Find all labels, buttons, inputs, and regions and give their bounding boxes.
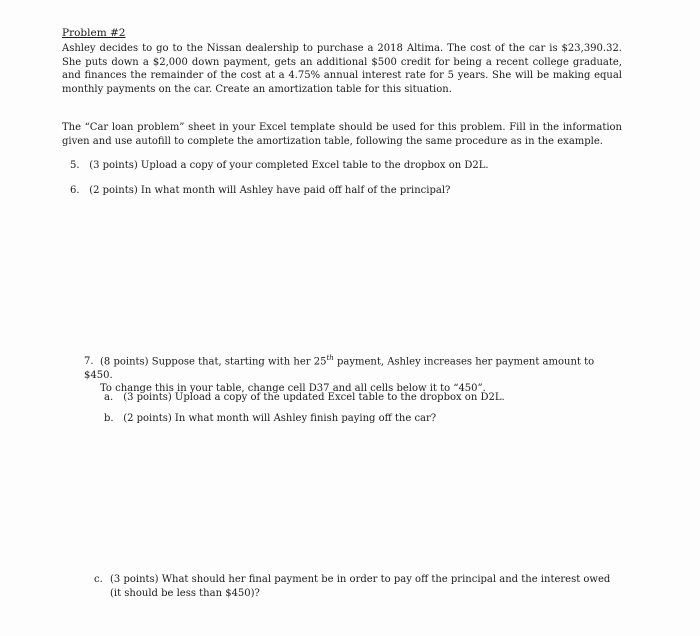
problem-description: Ashley decides to go to the Nissan dealership to purchase a 2018 Altima. The cost of the car is $23,390.32. She puts down a $2,000 down payment, gets an additional $500 credit for being a recent college graduate, and finances the remainder of the cost at a 4.75% annual interest rate for 5 years. She will be making equal monthly payments on the car. Create an amortization table for this situation. [62,43,622,95]
question-7a-text: (3 points) Upload a copy of the updated Excel table to the dropbox on D2L. [123,392,505,403]
question-7 [84,352,624,396]
question-7a-letter: a. [104,392,114,403]
question-6-text: (2 points) In what month will Ashley have paid off half of the principal? [89,185,451,196]
question-7-line2: To change this in your table, change cell D37 and all cells below it to “450”. [100,383,486,395]
question-7c-letter: c. [94,574,103,585]
question-7-text-before: (8 points) Suppose that, starting with her 25 [100,356,327,368]
question-5 [70,159,489,173]
question-7c-text: (3 points) What should her final payment be in order to pay off the principal and the interest owed (it should be less than $450)? [110,574,611,599]
question-7-number: 7. [84,356,94,368]
question-5-text: (3 points) Upload a copy of your completed Excel table to the dropbox on D2L. [89,160,489,171]
question-6 [70,184,450,198]
question-7b-letter: b. [104,413,114,424]
question-7-text-after: payment, Ashley increases her payment amount to $450. [84,356,595,381]
excel-instructions: The “Car loan problem” sheet in your Excel template should be used for this problem. Fill in the information given and use autofill to complete the amortization table, following the same procedure as in the example. [62,122,622,147]
problem-title: Problem #2 [62,27,126,39]
question-7-superscript: th [326,354,334,362]
question-5-number: 5. [70,160,80,171]
question-7b [104,412,436,426]
question-7c [94,573,624,600]
question-7b-text: (2 points) In what month will Ashley finish paying off the car? [123,413,437,424]
question-6-number: 6. [70,185,80,196]
question-7a [104,391,505,405]
